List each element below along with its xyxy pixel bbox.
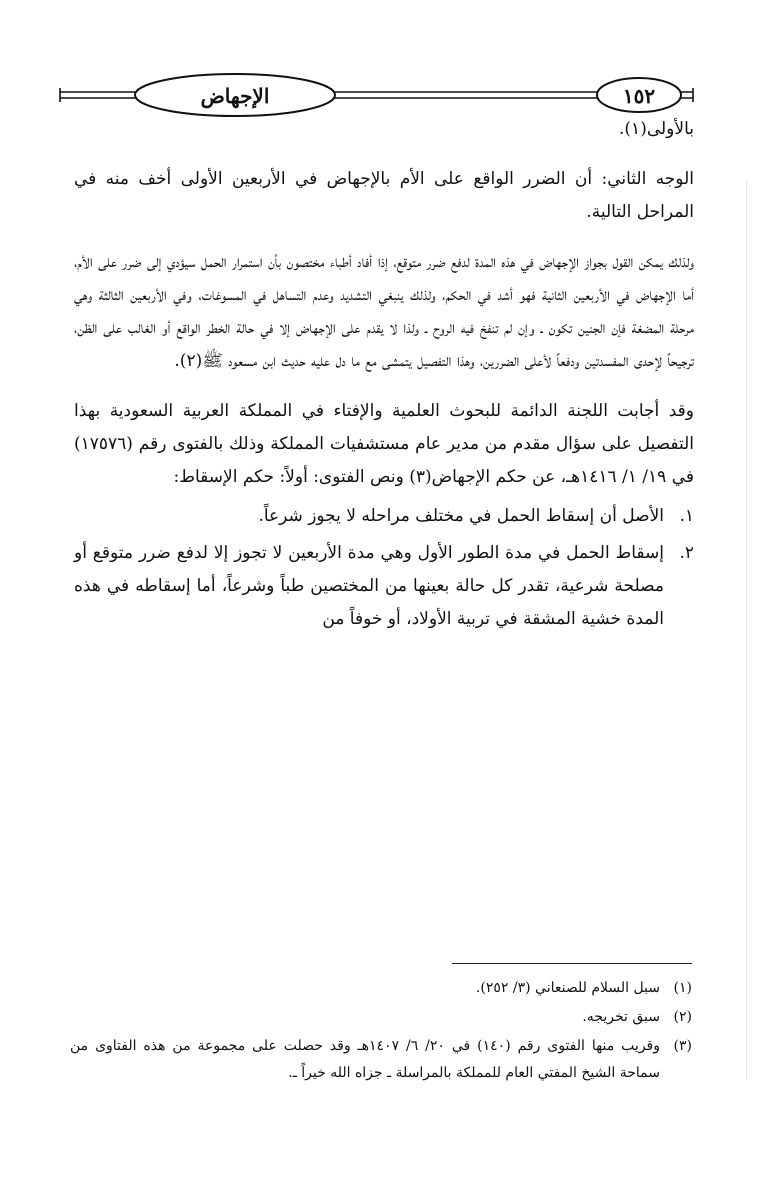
list-item-number: ٢. bbox=[679, 543, 694, 563]
list-item bbox=[74, 537, 694, 636]
paragraph-continuation: بالأولى(١). bbox=[619, 119, 694, 139]
paragraph-second-aspect: الوجه الثاني: أن الضرر الواقع على الأم بالإجهاض في الأربعين الأولى أخف منه في المراحل التالية. bbox=[74, 169, 694, 222]
list-item-number: ١. bbox=[679, 506, 694, 526]
list-item-text: الأصل أن إسقاط الحمل في مختلف مراحله لا يجوز شرعاً. bbox=[258, 506, 664, 526]
footnote-separator bbox=[452, 963, 692, 964]
paragraph-ruling: ولذلك يمكن القول بجواز الإجهاض في هذه المدة لدفع ضرر متوقع، إذا أفاد أطباء مختصون بأن استمرار الحمل سيؤدي إلى ضرر على الأم، أما الإجهاض في الأربعين الثانية فهو أشد في الحكم، ولذلك ينبغي التشديد وعدم التساهل في المسوغات، وفي الأربعين الثالثة وهي مرحلة المضغة فإن الجنين تكون ـ وإن لم تنفخ فيه الروح ـ ولذا لا يقدم على الإجهاض إلا في حالة الخطر الواقع أو الغالب على الظن، ترجيحاً لإحدى المفسدتين ودفعاً لأعلى الضررين، وهذا التفصيل يتمشى مع ما دل عليه حديث ابن مسعود ﷺ(٢). bbox=[74, 252, 694, 371]
footnote bbox=[70, 975, 692, 1002]
chapter-title: الإجهاض bbox=[200, 84, 270, 108]
list-item bbox=[74, 500, 694, 533]
page-number: ١٥٢ bbox=[622, 84, 656, 108]
footnote-number: (١) bbox=[673, 980, 692, 996]
paragraph-fatwa: وقد أجابت اللجنة الدائمة للبحوث العلمية والإفتاء في المملكة العربية السعودية بهذا التفصيل على سؤال مقدم من مدير عام مستشفيات المملكة وذلك بالفتوى رقم (١٧٥٧٦) في ١٩/ ١/ ١٤١٦هـ، عن حكم الإجهاض(٣) ونص الفتوى: أولاً: حكم الإسقاط: bbox=[74, 401, 694, 487]
footnote-text: سبق تخريجه. bbox=[582, 1009, 660, 1025]
fatwa-list bbox=[74, 500, 694, 636]
list-item-text: إسقاط الحمل في مدة الطور الأول وهي مدة الأربعين لا تجوز إلا لدفع ضرر متوقع أو مصلحة شرعية، تقدر كل حالة بعينها من المختصين طباً وشرعاً، أما إسقاطه في هذه المدة خشية المشقة في تربية الأولاد، أو خوفاً من bbox=[74, 543, 664, 629]
footnote-text: وقريب منها الفتوى رقم (١٤٠) في ٢٠/ ٦/ ١٤٠٧هـ وقد حصلت على مجموعة من هذه الفتاوى من سماحة الشيخ المفتي العام للمملكة بالمراسلة ـ جزاه الله خيراً ـ. bbox=[70, 1038, 661, 1081]
footnote-number: (٣) bbox=[673, 1038, 692, 1054]
footnotes bbox=[70, 975, 692, 1089]
footnote-text: سبل السلام للصنعاني (٣/ ٢٥٢). bbox=[475, 980, 660, 996]
body-text bbox=[74, 113, 694, 640]
footnote bbox=[70, 1033, 692, 1087]
scan-edge-line bbox=[746, 180, 747, 1080]
footnote-number: (٢) bbox=[673, 1009, 692, 1025]
footnote bbox=[70, 1004, 692, 1031]
